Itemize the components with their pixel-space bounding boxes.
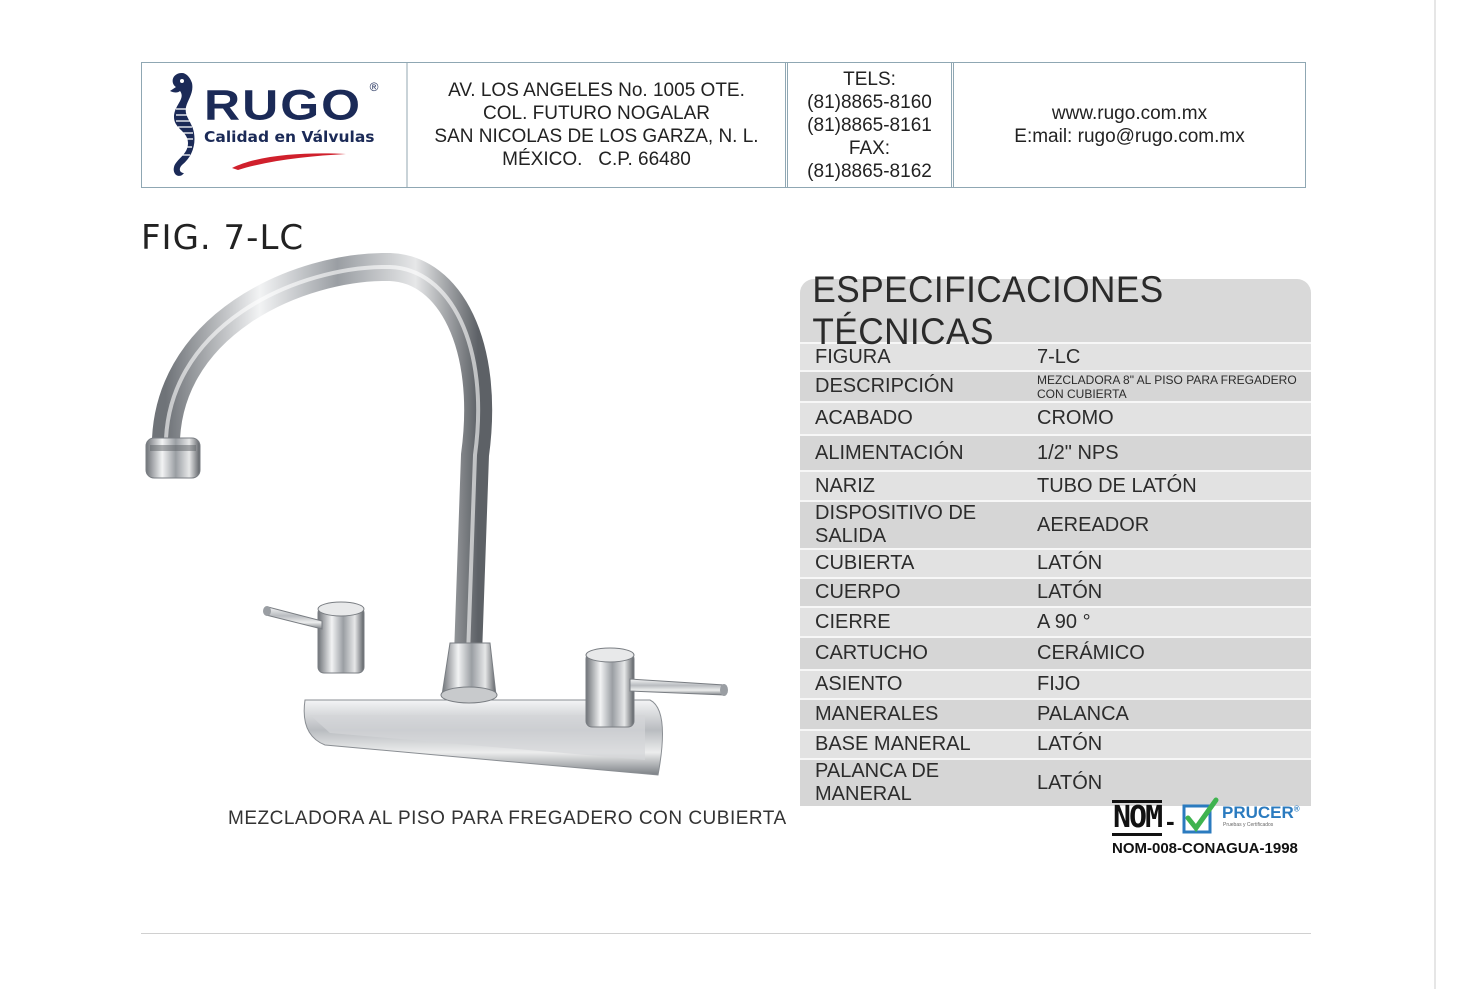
spec-value: CERÁMICO	[1037, 642, 1145, 664]
prucer-text: PRUCER	[1222, 803, 1294, 822]
phone-number: (81)8865-8160	[807, 91, 932, 113]
brand-tagline: Calidad en Válvulas	[204, 128, 375, 146]
nom-mark: NOM	[1113, 800, 1162, 835]
spec-value: AEREADOR	[1037, 513, 1150, 536]
email-link[interactable]: E:mail: rugo@rugo.com.mx	[1014, 126, 1245, 147]
spec-value: LATÓN	[1037, 552, 1103, 574]
spec-key: CUERPO	[815, 581, 901, 603]
spec-value: LATÓN	[1037, 581, 1103, 603]
product-caption: MEZCLADORA AL PISO PARA FREGADERO CON CUBIERTA	[228, 808, 787, 829]
spec-key: DISPOSITIVO DE SALIDA	[815, 502, 977, 547]
spec-row	[800, 435, 1311, 471]
address-cell	[408, 63, 788, 187]
spec-row	[800, 607, 1311, 637]
website-link[interactable]: www.rugo.com.mx	[1051, 103, 1208, 124]
specs-title: ESPECIFICACIONES TÉCNICAS	[812, 268, 1164, 352]
spec-key: DESCRIPCIÓN	[815, 375, 954, 397]
spec-row	[800, 730, 1311, 759]
prucer-subtitle: Pruebas y Certificados	[1223, 822, 1274, 828]
seahorse-icon	[162, 69, 198, 181]
phone-label: TELS:	[843, 68, 896, 90]
spec-key: NARIZ	[815, 474, 875, 497]
specs-panel	[800, 268, 1311, 805]
address-line: COL. FUTURO NOGALAR	[483, 103, 710, 124]
address-line: SAN NICOLAS DE LOS GARZA, N. L.	[434, 126, 759, 147]
spec-key: ALIMENTACIÓN	[815, 441, 964, 464]
prucer-reg: ®	[1293, 804, 1300, 814]
specs-table	[800, 342, 1311, 806]
spec-value: TUBO DE LATÓN	[1037, 474, 1197, 497]
registered-mark: ®	[369, 80, 379, 94]
spec-key: CARTUCHO	[815, 642, 928, 664]
spec-row	[800, 501, 1311, 549]
spec-row	[800, 402, 1311, 435]
brand-name: RUGO	[204, 81, 362, 129]
web-cell	[954, 63, 1305, 187]
fax-label: FAX:	[848, 137, 891, 159]
fax-number: (81)8865-8162	[807, 160, 932, 182]
brand-lockup	[204, 80, 379, 170]
footer-rule	[141, 933, 1311, 934]
spec-key: FIGURA	[815, 345, 891, 368]
phone-cell	[788, 63, 954, 187]
spec-key: CUBIERTA	[815, 552, 915, 574]
spec-key: PALANCA DE MANERAL	[815, 760, 940, 805]
spec-row	[800, 549, 1311, 578]
spec-key: ACABADO	[815, 407, 913, 429]
spec-key: BASE MANERAL	[815, 733, 971, 755]
spec-value: 7-LC	[1037, 345, 1081, 368]
figure-title: FIG. 7-LC	[141, 218, 305, 258]
address-line: MÉXICO. C.P. 66480	[502, 149, 691, 170]
spec-row	[800, 578, 1311, 607]
spec-row	[800, 699, 1311, 730]
prucer-name	[1222, 803, 1300, 823]
spec-value: A 90 °	[1037, 610, 1091, 633]
nom-standard: NOM-008-CONAGUA-1998	[1112, 840, 1298, 857]
phone-number: (81)8865-8161	[807, 114, 932, 136]
address-line: AV. LOS ANGELES No. 1005 OTE.	[448, 80, 745, 101]
spec-key: ASIENTO	[815, 673, 903, 695]
spec-value: CROMO	[1037, 407, 1114, 429]
cert-dash: -	[1166, 806, 1175, 836]
spec-value: LATÓN	[1037, 771, 1103, 794]
company-header	[141, 62, 1306, 188]
spec-row	[800, 371, 1311, 402]
spec-key: CIERRE	[815, 610, 891, 633]
faucet-image	[130, 255, 750, 795]
logo-cell	[142, 63, 408, 187]
spec-value: LATÓN	[1037, 733, 1103, 755]
spec-row	[800, 637, 1311, 670]
checkmark-shield-icon	[1180, 798, 1220, 836]
spec-value: 1/2" NPS	[1037, 441, 1119, 464]
spec-key: MANERALES	[815, 703, 939, 725]
spec-value: PALANCA	[1037, 703, 1129, 725]
spec-row	[800, 670, 1311, 699]
page-edge-rule	[1434, 0, 1436, 989]
spec-value: MEZCLADORA 8" AL PISO PARA FREGADERO CON CUBIERTA	[1037, 372, 1297, 401]
spec-row	[800, 471, 1311, 501]
red-swoosh-icon	[230, 148, 360, 170]
spec-value: FIJO	[1037, 673, 1081, 695]
